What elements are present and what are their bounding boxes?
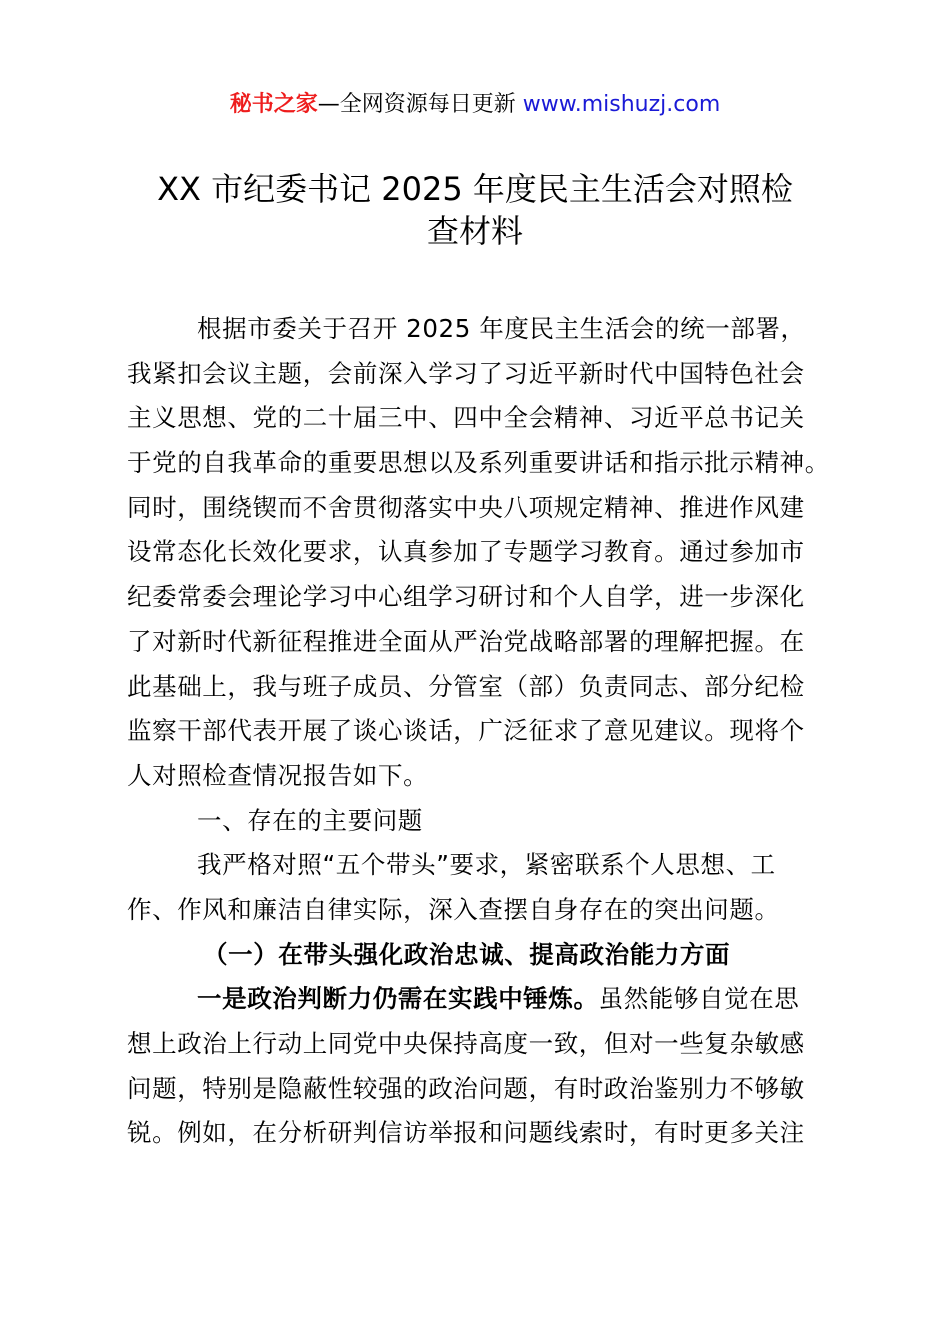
document-title [100,168,850,252]
point-text: 虽然能够自觉在思 [598,984,800,1014]
title-line-1: XX 市纪委书记 2025 年度民主生活会对照检 [157,170,793,208]
paragraph-line: 监察干部代表开展了谈心谈话，广泛征求了意见建议。现将个 [127,716,805,746]
paragraph-line: 同时，围绕锲而不舍贯彻落实中央八项规定精神、推进作风建 [127,492,805,522]
section-heading: 一、存在的主要问题 [197,805,423,835]
paragraph-line: 锐。例如，在分析研判信访举报和问题线索时，有时更多关注 [127,1118,805,1148]
paragraph-line: 我紧扣会议主题，会前深入学习了习近平新时代中国特色社会 [127,358,805,388]
header-slogan: —全网资源每日更新 [317,92,516,117]
paragraph-line: 于党的自我革命的重要思想以及系列重要讲话和指示批示精神。 [127,448,830,478]
paragraph-line: 作、作风和廉洁自律实际，深入查摆自身存在的突出问题。 [127,894,780,924]
paragraph-line: 此基础上，我与班子成员、分管室（部）负责同志、部分纪检 [127,671,805,701]
title-line-2: 查材料 [426,212,523,250]
paragraph-line: 了对新时代新征程推进全面从严治党战略部署的理解把握。在 [127,626,805,656]
brand-name: 秘书之家 [229,92,318,117]
site-url-link[interactable]: www.mishuzj.com [522,92,721,117]
paragraph-line: 纪委常委会理论学习中心组学习研讨和个人自学，进一步深化 [127,582,805,612]
document-body [127,307,837,1156]
paragraph-line: 设常态化长效化要求，认真参加了专题学习教育。通过参加市 [127,537,805,567]
paragraph-line: 我严格对照“五个带头”要求，紧密联系个人思想、工 [197,850,776,880]
point-lead: 一是政治判断力仍需在实践中锤炼。 [197,984,599,1014]
subsection-heading: （一）在带头强化政治忠诚、提高政治能力方面 [203,939,731,969]
point-line [127,977,837,1022]
site-header [0,86,950,124]
paragraph-line: 人对照检查情况报告如下。 [127,760,429,790]
paragraph-line: 问题，特别是隐蔽性较强的政治问题，有时政治鉴别力不够敏 [127,1073,805,1103]
paragraph-line: 想上政治上行动上同党中央保持高度一致，但对一些复杂敏感 [127,1029,805,1058]
paragraph-line: 根据市委关于召开 2025 年度民主生活会的统一部署， [197,314,806,343]
paragraph-line: 主义思想、党的二十届三中、四中全会精神、习近平总书记关 [127,403,805,433]
